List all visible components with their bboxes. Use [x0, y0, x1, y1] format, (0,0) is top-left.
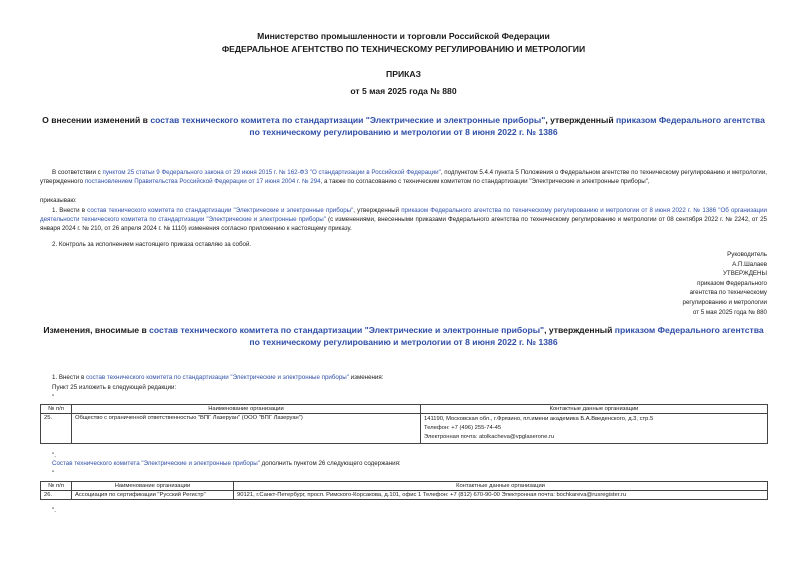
- annex-order-link[interactable]: приказом Федерального агентства по техническому регулированию и метрологии от 8 июня 2022 г. № 1386: [249, 325, 764, 347]
- table-item-26: № п/п Наименование организации Контактные данные организации 26. Ассоциация по сертификации "Русский Регистр" 90121, г.Санкт-Петербург, просп. Римского-Корсакова, д.101, офис 1 Телефон: +7 (812) 670-90-00 Электронная почта: bochkareva@rusregister.ru: [40, 481, 768, 500]
- page-title: О внесении изменений в состав технического комитета по стандартизации "Электрические и электронные приборы", утвержденный приказом Федерального агентства по техническому регулированию и метрологии от 8 июня 2022 г. № 1386: [42, 115, 765, 137]
- order-word: приказываю:: [40, 197, 77, 204]
- ministry-name: Министерство промышленности и торговли Российской Федерации: [257, 31, 550, 41]
- item-1: 1. Внести в состав технического комитета по стандартизации "Электрические и электронные приборы", утвержденный приказом Федерального агентства по техническому регулированию и метрологии от 8 июня 2022 г. № 1386 "Об организации деятельности технического комитета по стандартизации "Электрические и электронные приборы" (с изменениями, внесенными приказами Федерального агентства по техническому регулированию и метрологии от 08 сентября 2022 г. № 2242, от 25 января 2024 г. № 210, от 26 апреля 2024 г. № 1110) изменения согласно приложению к настоящему приказу.: [40, 207, 767, 232]
- quote-close: ".: [52, 452, 56, 459]
- agency-name: ФЕДЕРАЛЬНОЕ АГЕНТСТВО ПО ТЕХНИЧЕСКОМУ РЕГУЛИРОВАНИЮ И МЕТРОЛОГИИ: [221, 44, 586, 54]
- order-link[interactable]: приказом Федерального агентства по техническому регулированию и метрологии от 8 июня 2022 г. № 1386: [249, 115, 765, 137]
- annex-item1-link[interactable]: состав технического комитета по стандартизации "Электрические и электронные приборы": [85, 374, 349, 381]
- committee-link[interactable]: состав технического комитета по стандартизации "Электрические и электронные приборы": [150, 115, 546, 125]
- item1-order-link[interactable]: приказом Федерального агентства по техническому регулированию и метрологии от 8 июня 2022 г. № 1386 "Об организации деятельности технического комитета по стандартизации "Электрические и электронные приборы": [40, 207, 767, 223]
- table-row: 26. Ассоциация по сертификации "Русский Регистр" 90121, г.Санкт-Петербург, просп. Римского-Корсакова, д.101, офис 1 Телефон: +7 (812) 670-90-00 Электронная почта: bochkareva@rusregister.ru: [41, 491, 768, 500]
- preamble: В соответствии с пунктом 25 статьи 9 Федерального закона от 29 июня 2015 г. № 162-ФЗ "О стандартизации в Российской Федерации", подпунктом 5.4.4 пункта 5 Положения о Федеральном агентстве по техническому регулированию и метрологии, утвержденного постановлением Правительства Российской Федерации от 17 июня 2004 г. № 294, а также по согласованию с техническим комитетом по стандартизации "Электрические и электронные приборы",: [40, 169, 768, 185]
- item-2: 2. Контроль за исполнением настоящего приказа оставляю за собой.: [52, 241, 252, 248]
- document-date: от 5 мая 2025 года № 880: [350, 86, 457, 96]
- item1-committee-link[interactable]: состав технического комитета по стандартизации "Электрические и электронные приборы": [87, 207, 354, 214]
- quote-open: ": [52, 394, 55, 401]
- signatory-role: Руководитель: [727, 251, 767, 258]
- document-type: ПРИКАЗ: [386, 69, 421, 79]
- annex-item-2: Состав технического комитета "Электрические и электронные приборы" дополнить пунктом 26 следующего содержания:: [52, 460, 401, 467]
- government-decree-link[interactable]: постановлением Правительства Российской Федерации от 17 июня 2004 г. № 294: [84, 178, 321, 185]
- annex-item-1: 1. Внести в состав технического комитета по стандартизации "Электрические и электронные приборы" изменения:: [52, 374, 384, 381]
- table-row: 25. Общество с ограниченной ответственностью "ВПГ Лазеруан" (ООО "ВПГ Лазеруан") 141190, Московская обл., г.Фрязино, пл.имени академика Б.А.Введенского, д.3, стр.5 Телефон: +7 (496) 255-74-45 Электронная почта: atolkacheva@vpglaserone.ru: [41, 414, 768, 444]
- approved-label: УТВЕРЖДЕНЫ: [723, 270, 767, 278]
- annex-title: Изменения, вносимые в состав технического комитета по стандартизации "Электрические и электронные приборы", утвержденный приказом Федерального агентства по техническому регулированию и метрологии от 8 июня 2022 г. № 1386: [43, 325, 764, 347]
- table-item-25: № п/п Наименование организации Контактные данные организации 25. Общество с ограниченной ответственностью "ВПГ Лазеруан" (ООО "ВПГ Лазеруан") 141190, Московская обл., г.Фрязино, пл.имени академика Б.А.Введенского, д.3, стр.5 Телефон: +7 (496) 255-74-45 Электронная почта: atolkacheva@vpglaserone.ru: [40, 404, 768, 444]
- annex-item2-link[interactable]: Состав технического комитета "Электрические и электронные приборы": [52, 460, 260, 467]
- quote-close-2: ".: [52, 507, 56, 514]
- annex-committee-link[interactable]: состав технического комитета по стандартизации "Электрические и электронные приборы": [149, 325, 545, 335]
- federal-law-link[interactable]: пунктом 25 статьи 9 Федерального закона от 29 июня 2015 г. № 162-ФЗ "О стандартизации в Российской Федерации": [102, 169, 441, 176]
- signatory-name: А.П.Шалаев: [732, 260, 767, 268]
- annex-item-1-text: Пункт 25 изложить в следующей редакции:: [52, 384, 177, 391]
- quote-open-2: ": [52, 470, 55, 477]
- signature-block: Руководитель А.П.Шалаев УТВЕРЖДЕНЫ приказом Федерального агентства по техническому регулированию и метрологии от 5 мая 2025 года № 880: [607, 250, 767, 317]
